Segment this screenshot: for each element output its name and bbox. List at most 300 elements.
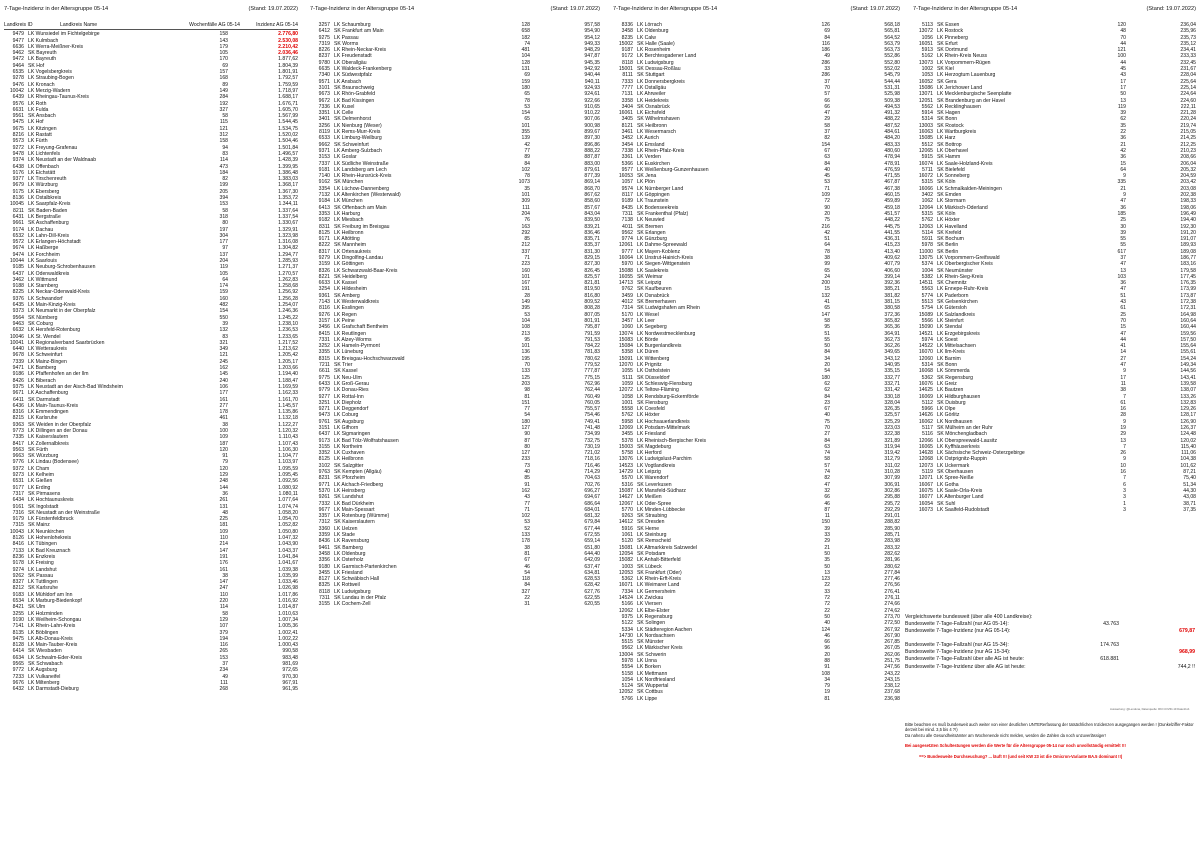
weekly-cases: 119	[1117, 103, 1126, 110]
district-id: 12066	[918, 437, 933, 444]
incidence: 867,62	[584, 192, 600, 199]
district-name: LK Bergstraße	[28, 213, 61, 220]
weekly-cases: 53	[524, 519, 530, 526]
district-name: LK Dingolfing-Landau	[334, 254, 383, 261]
district-id: 6635	[318, 66, 330, 73]
district-id: 9176	[12, 169, 24, 176]
district-name: LK Heilbronn	[334, 229, 364, 236]
district-id: 7132	[318, 192, 330, 199]
district-id: 15002	[618, 40, 633, 47]
district-id: 8221	[318, 273, 330, 280]
weekly-cases: 125	[521, 374, 530, 381]
district-id: 1060	[621, 324, 633, 331]
incidence: 349,65	[884, 349, 900, 356]
weekly-cases: 80	[524, 443, 530, 450]
district-name: LK Ludwigslust-Parchim	[637, 456, 692, 463]
weekly-cases: 110	[219, 535, 228, 542]
district-id: 8235	[621, 34, 633, 41]
district-name: LK Kaiserslautern	[28, 434, 69, 441]
weekly-cases: 95	[524, 336, 530, 343]
district-id: 9184	[318, 198, 330, 205]
district-name: LK Südwestpfalz	[334, 72, 372, 79]
incidence: 704,63	[584, 475, 600, 482]
district-name: SK Hamm	[937, 154, 961, 161]
district-name: SK Neustadt an der Weinstraße	[28, 509, 100, 516]
incidence: 1.801,91	[278, 69, 298, 76]
title-row-3	[613, 6, 900, 14]
district-name: SK Berlin	[937, 242, 959, 249]
district-name: LK Rastatt	[28, 132, 52, 139]
weekly-cases: 162	[521, 487, 530, 494]
weekly-cases: 105	[219, 50, 228, 57]
weekly-cases: 47	[824, 110, 830, 117]
incidence: 1.104,77	[278, 453, 298, 460]
district-name: LK Kyffhäuserkreis	[937, 443, 980, 450]
weekly-cases: 3	[1123, 487, 1126, 494]
district-name: LK Limburg-Weilburg	[334, 135, 382, 142]
incidence: 484,20	[884, 135, 900, 142]
district-name: LK Pfaffenhofen an der Ilm	[28, 371, 89, 378]
incidence: 869,14	[584, 179, 600, 186]
district-id: 7317	[12, 490, 24, 497]
weekly-cases: 158	[219, 138, 228, 145]
district-name: SK Köln	[937, 210, 956, 217]
weekly-cases: 77	[524, 147, 530, 154]
district-id: 16064	[618, 254, 633, 261]
district-name: LK Rhein-Kreis Neuss	[937, 53, 988, 60]
weekly-cases: 75	[824, 418, 830, 425]
district-id: 3251	[318, 399, 330, 406]
district-id: 8128	[12, 642, 24, 649]
district-id: 3358	[621, 97, 633, 104]
summary-incidence	[1119, 656, 1195, 663]
incidence: 295,88	[884, 494, 900, 501]
incidence: 194,40	[1180, 217, 1196, 224]
district-name: LK Bad Dürkheim	[334, 500, 374, 507]
incidence: 620,55	[584, 601, 600, 608]
weekly-cases: 58	[222, 610, 228, 617]
district-name: LK Wesermarsch	[637, 129, 676, 136]
incidence: 1.501,84	[278, 144, 298, 151]
district-id: 6611	[319, 368, 330, 375]
district-id: 7336	[318, 103, 330, 110]
incidence: 1.217,52	[278, 339, 298, 346]
weekly-cases: 38	[524, 544, 530, 551]
incidence: 718,16	[584, 456, 600, 463]
weekly-cases: 9	[1123, 368, 1126, 375]
district-id: 8436	[318, 538, 330, 545]
district-id: 9478	[12, 150, 24, 157]
incidence: 210,23	[1180, 147, 1196, 154]
incidence: 306,91	[884, 481, 900, 488]
weekly-cases: 67	[824, 147, 830, 154]
district-id: 13003	[918, 122, 933, 129]
incidence: 1.520,02	[278, 132, 298, 139]
district-id: 8126	[12, 535, 24, 542]
incidence: 839,50	[584, 217, 600, 224]
incidence: 1.428,39	[278, 157, 298, 164]
district-name: SK Hof	[28, 62, 45, 69]
district-id: 9561	[12, 113, 24, 120]
incidence: 372,36	[884, 311, 900, 318]
weekly-cases: 114	[219, 157, 228, 164]
incidence: 1.017,86	[278, 591, 298, 598]
district-id: 5315	[921, 179, 933, 186]
district-id: 8215	[12, 415, 24, 422]
district-name: LK Emmendingen	[28, 409, 69, 416]
weekly-cases: 286	[821, 59, 830, 66]
district-id: 9674	[12, 245, 24, 252]
district-id: 7133	[12, 547, 24, 554]
incidence: 319,94	[884, 443, 900, 450]
weekly-cases: 21	[1120, 141, 1126, 148]
district-id: 8421	[12, 604, 24, 611]
district-name: LK Altötting	[334, 236, 360, 243]
district-name: LK Dachau	[28, 226, 54, 233]
incidence: 274,62	[884, 607, 900, 614]
district-name: LK Haßberge	[28, 245, 59, 252]
district-id: 5566	[921, 317, 933, 324]
weekly-cases: 80	[222, 220, 228, 227]
incidence: 922,66	[584, 97, 600, 104]
district-id: 16067	[918, 481, 933, 488]
district-id: 8118	[319, 588, 330, 595]
district-id: 5316	[621, 481, 633, 488]
district-id: 1059	[621, 380, 633, 387]
district-id: 9562	[621, 645, 633, 652]
weekly-cases: 21	[1120, 185, 1126, 192]
incidence: 1.080,92	[278, 484, 298, 491]
incidence: 887,87	[584, 154, 600, 161]
incidence: 1.213,62	[278, 346, 298, 353]
weekly-cases: 27	[1120, 355, 1126, 362]
weekly-cases: 77	[524, 406, 530, 413]
weekly-cases: 15	[1120, 324, 1126, 331]
weekly-cases: 7	[1123, 393, 1126, 400]
district-name: LK Sonneberg	[937, 173, 970, 180]
district-name: LK Aurich	[637, 135, 659, 142]
district-name: LK Kulmbach	[28, 37, 59, 44]
incidence: 272,50	[884, 620, 900, 627]
district-id: 5978	[621, 657, 633, 664]
incidence: 157,50	[1180, 336, 1196, 343]
weekly-cases: 180	[521, 418, 530, 425]
weekly-cases: 108	[521, 324, 530, 331]
district-id: 9363	[12, 421, 24, 428]
incidence: 128,17	[1180, 412, 1196, 419]
district-name: LK Leer	[637, 317, 655, 324]
incidence: 155,64	[1180, 343, 1196, 350]
district-name: LK Rhein-Sieg-Kreis	[937, 273, 984, 280]
district-id: 5974	[921, 336, 933, 343]
district-id: 6532	[12, 232, 24, 239]
district-name: SK Bonn	[937, 116, 958, 123]
weekly-cases: 64	[1120, 166, 1126, 173]
incidence: 1.285,93	[278, 257, 298, 264]
report-date: (Stand: 19.07.2022)	[850, 6, 900, 12]
weekly-cases: 233	[521, 456, 530, 463]
incidence: 801,91	[584, 317, 600, 324]
district-name: LK Elbe-Elster	[637, 607, 670, 614]
district-id: 9564	[12, 314, 24, 321]
weekly-cases: 180	[821, 374, 830, 381]
incidence: 451,57	[884, 210, 900, 217]
incidence: 323,03	[884, 425, 900, 431]
district-name: SK Kassel	[334, 368, 358, 375]
weekly-cases: 177	[219, 239, 228, 246]
weekly-cases: 84	[524, 160, 530, 167]
district-id: 9678	[12, 352, 24, 359]
district-name: SK Wilhelmshaven	[637, 116, 680, 123]
incidence: 173,87	[1180, 292, 1196, 299]
weekly-cases: 132	[219, 327, 228, 334]
incidence: 198,33	[1180, 198, 1196, 205]
weekly-cases: 284	[219, 94, 228, 101]
weekly-cases: 120	[219, 465, 228, 472]
summary-incidence: 744,2 !!	[1177, 663, 1195, 670]
weekly-cases: 123	[821, 576, 830, 583]
weekly-cases: 89	[222, 81, 228, 88]
summary-count	[1059, 649, 1119, 656]
incidence: 659,14	[584, 538, 600, 545]
district-id: 16073	[918, 506, 933, 513]
weekly-cases: 36	[1120, 204, 1126, 211]
incidence: 679,84	[584, 519, 600, 526]
title-row-1	[4, 6, 298, 14]
district-name: SK Wuppertal	[637, 683, 669, 690]
incidence: 285,90	[884, 525, 900, 532]
district-name: LK Unstrut-Hainich-Kreis	[637, 254, 694, 261]
incidence: 2.776,80	[278, 31, 298, 38]
district-name: LK Wetteraukreis	[28, 346, 67, 353]
weekly-cases: 131	[521, 66, 530, 73]
district-name: SK Flensburg	[637, 399, 668, 406]
district-id: 12072	[618, 387, 633, 394]
weekly-cases: 72	[824, 595, 830, 602]
summary-count	[1059, 664, 1119, 671]
district-name: LK Westerwaldkreis	[334, 299, 379, 306]
district-name: SK Kempten (Allgäu)	[334, 469, 382, 476]
table-row	[913, 507, 1196, 513]
incidence: 677,44	[584, 525, 600, 532]
weekly-cases: 49	[824, 53, 830, 60]
district-id: 8135	[12, 629, 24, 636]
incidence: 899,67	[584, 129, 600, 136]
weekly-cases: 40	[824, 620, 830, 627]
incidence: 302,86	[884, 487, 900, 494]
weekly-cases: 33	[824, 532, 830, 539]
district-id: 14521	[918, 330, 933, 337]
district-name: LK Osterholz	[334, 557, 364, 564]
incidence: 732,75	[584, 437, 600, 444]
district-id: 9779	[318, 387, 330, 394]
district-id: 5958	[621, 418, 633, 425]
weekly-cases: 128	[521, 22, 530, 28]
incidence: 212,25	[1180, 141, 1196, 148]
incidence: 1.386,48	[278, 169, 298, 176]
incidence: 285,71	[884, 532, 900, 539]
weekly-cases: 185	[1117, 210, 1126, 217]
incidence: 160,64	[1180, 317, 1196, 324]
district-name: LK Lindau (Bodensee)	[28, 459, 79, 466]
district-id: 3255	[12, 610, 24, 617]
weekly-cases: 186	[821, 47, 830, 54]
district-name: SK Neumünster	[937, 267, 973, 274]
weekly-cases: 39	[222, 320, 228, 327]
weekly-cases: 54	[824, 368, 830, 375]
incidence: 825,57	[584, 273, 600, 280]
district-id: 5915	[921, 154, 933, 161]
incidence: 225,64	[1180, 78, 1196, 85]
district-name: SK Trier	[334, 362, 353, 369]
incidence: 149,34	[1180, 362, 1196, 369]
district-id: 9476	[12, 81, 24, 88]
district-name: LK Rhön-Grabfeld	[334, 91, 376, 98]
district-name: SK Dessau-Roßlau	[637, 66, 681, 73]
weekly-cases: 292	[521, 229, 530, 236]
district-name: SK Heilbronn	[637, 122, 668, 129]
weekly-cases: 19	[824, 689, 830, 696]
weekly-cases: 40	[824, 412, 830, 419]
weekly-cases: 349	[219, 346, 228, 353]
district-name: LK Rendsburg-Eckernförde	[637, 393, 699, 400]
report-date: (Stand: 19.07.2022)	[550, 6, 600, 12]
district-name: SK Halle (Saale)	[637, 40, 675, 47]
weekly-cases: 31	[524, 601, 530, 608]
district-name: SK Solingen	[637, 620, 666, 627]
district-name: LK Nordwestmecklenburg	[637, 330, 696, 337]
district-id: 7141	[12, 623, 24, 630]
district-id: 9676	[12, 679, 24, 686]
district-name: SK Frankenthal (Pfalz)	[637, 210, 689, 217]
weekly-cases: 82	[824, 135, 830, 142]
weekly-cases: 234	[219, 667, 228, 674]
district-name: LK Oberbergischer Kreis	[937, 261, 993, 268]
district-id: 16055	[618, 273, 633, 280]
district-name: LK Göppingen	[637, 192, 670, 199]
weekly-cases: 42	[524, 141, 530, 148]
district-name: SK Nürnberg	[28, 314, 58, 321]
district-id: 16069	[918, 393, 933, 400]
weekly-cases: 204	[219, 257, 228, 264]
district-name: LK Minden-Lübbecke	[637, 506, 686, 513]
district-id: 16065	[918, 443, 933, 450]
district-id: 16077	[918, 494, 933, 501]
weekly-cases: 79	[222, 459, 228, 466]
incidence: 1.039,38	[278, 566, 298, 573]
weekly-cases: 81	[824, 695, 830, 702]
incidence: 525,98	[884, 91, 900, 98]
district-name: LK Barnim	[937, 355, 961, 362]
summary-count: 43.763	[1103, 621, 1119, 628]
title-row-4	[913, 6, 1196, 14]
incidence: 288,82	[884, 519, 900, 526]
weekly-cases: 153	[219, 654, 228, 661]
weekly-cases: 200	[821, 280, 830, 287]
incidence: 642,09	[584, 557, 600, 564]
district-id: 6531	[12, 478, 24, 485]
weekly-cases: 11	[824, 513, 830, 520]
district-name: SK Ingolstadt	[28, 503, 59, 510]
weekly-cases: 225	[219, 516, 228, 523]
incidence: 839,21	[584, 223, 600, 230]
district-id: 15083	[618, 336, 633, 343]
district-id: 16062	[918, 418, 933, 425]
incidence: 321,89	[884, 437, 900, 444]
incidence: 189,93	[1180, 242, 1196, 249]
district-name: LK Rotenburg (Wümme)	[334, 513, 390, 520]
district-id: 3456	[318, 324, 330, 331]
district-name: LK Paderborn	[937, 292, 969, 299]
weekly-cases: 550	[219, 314, 228, 321]
summary-count: 618.881	[1100, 656, 1119, 663]
summary-row	[905, 635, 1195, 642]
district-name: LK Uelzen	[334, 525, 358, 532]
district-name: LK Hersfeld-Rotenburg	[28, 327, 81, 334]
district-name: LK Wesel	[637, 311, 659, 318]
district-name: LK Viersen	[637, 601, 662, 608]
weekly-cases: 154	[821, 141, 830, 148]
weekly-cases: 36	[222, 490, 228, 497]
district-id: 5770	[621, 506, 633, 513]
district-id: 16075	[918, 487, 933, 494]
incidence: 564,52	[884, 34, 900, 41]
incidence: 126,90	[1180, 418, 1196, 425]
district-name: LK Saalfeld-Rudolstadt	[937, 506, 990, 513]
weekly-cases: 35	[1120, 122, 1126, 129]
district-name: LK Mühldorf am Inn	[28, 591, 73, 598]
district-name: LK Neumarkt in der Oberpfalz	[28, 308, 96, 315]
note-3: Bei ausgesetzten Schultestungen werden die Werte für die Altersgruppe 05-14 nur noch unvollständig ermittelt !!!	[905, 743, 1126, 749]
district-name: LK Roth	[28, 100, 47, 107]
incidence: 1.496,57	[278, 150, 298, 157]
district-name: SK Bottrop	[937, 141, 962, 148]
district-name: SK Emden	[937, 192, 962, 199]
district-name: LK Düren	[637, 349, 659, 356]
district-name: LK Bad Kreuznach	[28, 547, 71, 554]
incidence: 900,98	[584, 122, 600, 129]
district-id: 8315	[318, 355, 330, 362]
weekly-cases: 32	[824, 487, 830, 494]
incidence: 1.323,98	[278, 232, 298, 239]
district-id: 5512	[921, 141, 933, 148]
weekly-cases: 7	[1123, 443, 1126, 450]
weekly-cases: 136	[521, 349, 530, 356]
summary-incidence	[1119, 621, 1195, 628]
district-id: 14628	[918, 450, 933, 457]
district-id: 9180	[318, 563, 330, 570]
district-name: LK Rhein-Neckar-Kreis	[334, 47, 387, 54]
incidence: 311,02	[884, 462, 900, 469]
incidence: 777,87	[584, 368, 600, 375]
incidence: 2.210,42	[278, 43, 298, 50]
district-id: 9375	[12, 383, 24, 390]
weekly-cases: 248	[219, 478, 228, 485]
weekly-cases: 40	[824, 166, 830, 173]
district-id: 16068	[918, 368, 933, 375]
incidence: 552,86	[884, 53, 900, 60]
incidence: 1.367,30	[278, 188, 298, 195]
weekly-cases: 41	[1120, 343, 1126, 350]
weekly-cases: 180	[521, 84, 530, 91]
incidence: 721,02	[584, 450, 600, 457]
weekly-cases: 127	[521, 450, 530, 457]
weekly-cases: 44	[1120, 59, 1126, 66]
weekly-cases: 69	[824, 28, 830, 35]
weekly-cases: 55	[1120, 236, 1126, 243]
district-id: 15003	[618, 443, 633, 450]
district-name: LK Oder-Spree	[637, 500, 672, 507]
